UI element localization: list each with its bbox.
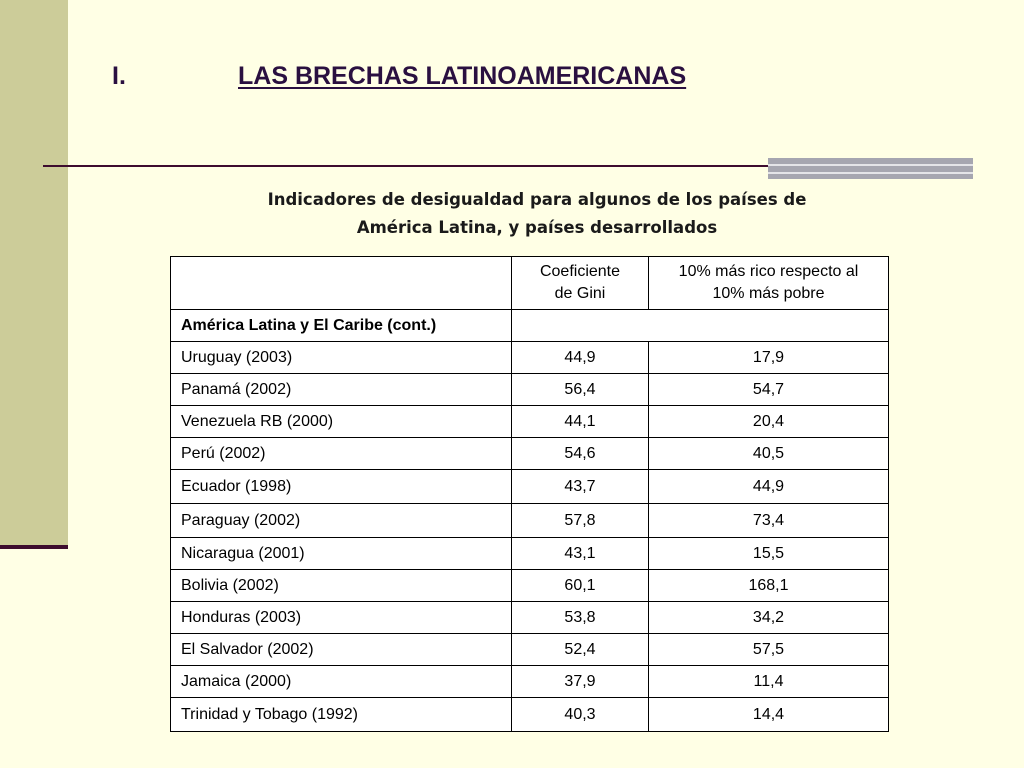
gini-cell: 54,6: [512, 438, 649, 470]
header-gini-line-2: de Gini: [554, 285, 606, 302]
ratio-cell: 54,7: [649, 374, 889, 406]
table-row: [171, 342, 889, 374]
gini-cell: 44,9: [512, 342, 649, 374]
gini-cell: 57,8: [512, 504, 649, 538]
table-row: [171, 570, 889, 602]
country-cell: Honduras (2003): [171, 602, 512, 634]
country-cell: Bolivia (2002): [171, 570, 512, 602]
gini-cell: 40,3: [512, 698, 649, 732]
country-cell: Nicaragua (2001): [171, 538, 512, 570]
ratio-cell: 15,5: [649, 538, 889, 570]
table-row: [171, 538, 889, 570]
header-country: [171, 257, 512, 310]
table-row: [171, 504, 889, 538]
country-cell: Perú (2002): [171, 438, 512, 470]
ratio-cell: 40,5: [649, 438, 889, 470]
table-caption-line-2: América Latina, y países desarrollados: [356, 218, 718, 237]
table-row: [171, 406, 889, 438]
table-header-row: [171, 257, 889, 310]
title-divider-accent: [768, 158, 973, 179]
country-cell: Uruguay (2003): [171, 342, 512, 374]
inequality-table: [170, 256, 889, 732]
country-cell: Panamá (2002): [171, 374, 512, 406]
left-accent-bar: [0, 0, 68, 548]
header-ratio-line-2: 10% más pobre: [712, 285, 825, 302]
table-row: [171, 698, 889, 732]
table-row: [171, 602, 889, 634]
table-section-row: [171, 310, 889, 342]
gini-cell: 37,9: [512, 666, 649, 698]
country-cell: Ecuador (1998): [171, 470, 512, 504]
ratio-cell: 34,2: [649, 602, 889, 634]
gini-cell: 56,4: [512, 374, 649, 406]
table-row: [171, 438, 889, 470]
gini-cell: 44,1: [512, 406, 649, 438]
gini-cell: 43,7: [512, 470, 649, 504]
gini-cell: 53,8: [512, 602, 649, 634]
ratio-cell: 73,4: [649, 504, 889, 538]
section-empty-cell: [512, 310, 889, 342]
ratio-cell: 14,4: [649, 698, 889, 732]
header-ratio: [649, 257, 889, 310]
country-cell: Paraguay (2002): [171, 504, 512, 538]
header-gini-line-1: Coeficiente: [539, 263, 621, 280]
gini-cell: 52,4: [512, 634, 649, 666]
table-caption-line-1: Indicadores de desigualdad para algunos de los países de: [267, 190, 807, 209]
header-ratio-line-1: 10% más rico respecto al: [678, 263, 859, 280]
table-row: [171, 374, 889, 406]
header-gini: [512, 257, 649, 310]
table-row: [171, 470, 889, 504]
ratio-cell: 168,1: [649, 570, 889, 602]
gini-cell: 60,1: [512, 570, 649, 602]
section-label: América Latina y El Caribe (cont.): [171, 310, 512, 342]
table-row: [171, 666, 889, 698]
title-divider: [43, 165, 773, 167]
ratio-cell: 11,4: [649, 666, 889, 698]
ratio-cell: 17,9: [649, 342, 889, 374]
ratio-cell: 20,4: [649, 406, 889, 438]
table-caption: [170, 186, 904, 242]
ratio-cell: 57,5: [649, 634, 889, 666]
country-cell: Trinidad y Tobago (1992): [171, 698, 512, 732]
country-cell: Venezuela RB (2000): [171, 406, 512, 438]
gini-cell: 43,1: [512, 538, 649, 570]
table-row: [171, 634, 889, 666]
slide-title-number: I.: [112, 62, 126, 90]
country-cell: El Salvador (2002): [171, 634, 512, 666]
ratio-cell: 44,9: [649, 470, 889, 504]
slide-title-text: LAS BRECHAS LATINOAMERICANAS: [238, 62, 687, 90]
left-accent-bar-base: [0, 545, 68, 549]
country-cell: Jamaica (2000): [171, 666, 512, 698]
